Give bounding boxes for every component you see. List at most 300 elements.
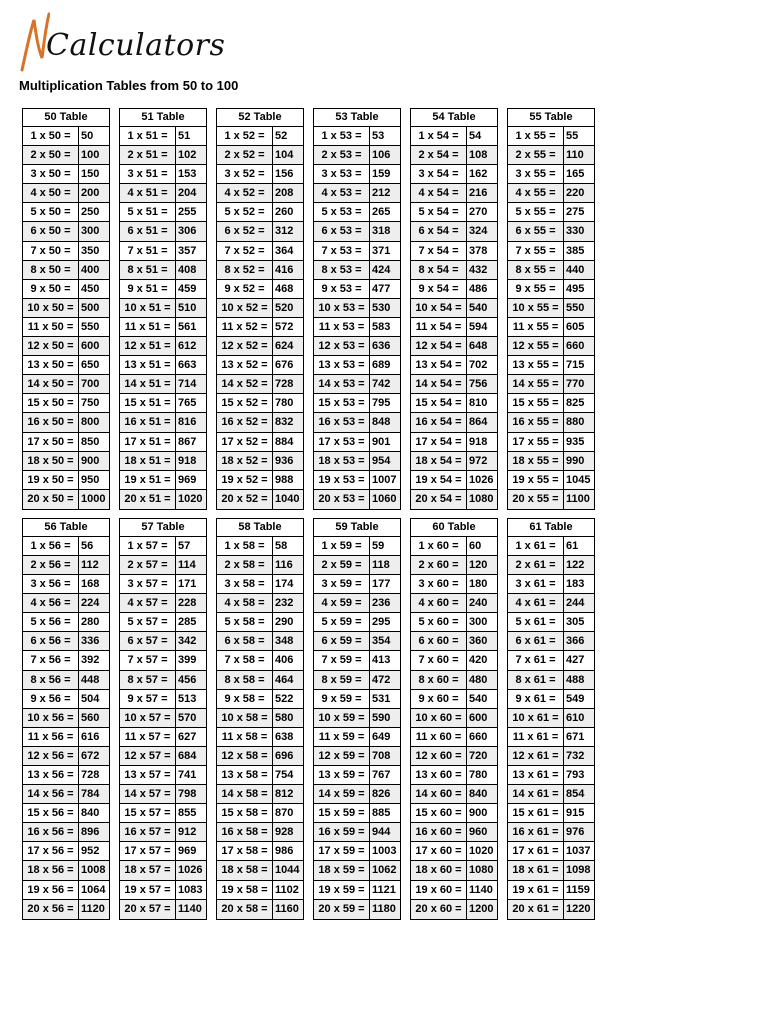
table-row (314, 452, 400, 471)
table-row (120, 127, 206, 146)
row-expression: 16 x 57 = (120, 823, 176, 841)
table-row (508, 242, 594, 261)
row-expression: 16 x 56 = (23, 823, 79, 841)
row-expression: 15 x 52 = (217, 394, 273, 412)
table-row (120, 842, 206, 861)
table-row (411, 651, 497, 670)
row-result: 1020 (469, 845, 494, 858)
row-result: 1220 (566, 902, 591, 915)
row-result: 795 (372, 397, 391, 410)
row-expression: 19 x 54 = (411, 471, 467, 489)
row-expression: 4 x 52 = (217, 184, 273, 202)
table-row (411, 203, 497, 222)
table-row (23, 165, 109, 184)
row-expression: 14 x 54 = (411, 375, 467, 393)
row-expression: 7 x 61 = (508, 651, 564, 669)
row-result: 1080 (469, 864, 494, 877)
row-expression: 14 x 59 = (314, 785, 370, 803)
table-row (314, 594, 400, 613)
row-result: 500 (81, 301, 100, 314)
table-row (508, 632, 594, 651)
row-expression: 14 x 52 = (217, 375, 273, 393)
table-row (120, 222, 206, 241)
row-result: 504 (81, 692, 100, 705)
row-result: 270 (469, 206, 488, 219)
table-row (217, 651, 303, 670)
row-result: 742 (372, 378, 391, 391)
table-row (23, 375, 109, 394)
row-result: 244 (566, 597, 585, 610)
row-result: 100 (81, 149, 100, 162)
row-result: 935 (566, 435, 585, 448)
row-result: 750 (81, 397, 100, 410)
row-result: 580 (275, 711, 294, 724)
row-result: 540 (469, 692, 488, 705)
table-row (120, 165, 206, 184)
row-result: 1045 (566, 473, 591, 486)
row-expression: 13 x 53 = (314, 356, 370, 374)
row-expression: 13 x 60 = (411, 766, 467, 784)
row-result: 318 (372, 225, 391, 238)
row-expression: 18 x 53 = (314, 452, 370, 470)
table-row (120, 594, 206, 613)
row-result: 220 (566, 187, 585, 200)
table-row (217, 242, 303, 261)
table-row (508, 690, 594, 709)
row-expression: 20 x 57 = (120, 900, 176, 919)
row-result: 1083 (178, 883, 203, 896)
table-row (217, 632, 303, 651)
row-expression: 2 x 59 = (314, 556, 370, 574)
row-expression: 3 x 56 = (23, 575, 79, 593)
row-result: 918 (178, 454, 197, 467)
row-expression: 7 x 51 = (120, 242, 176, 260)
table-row (217, 471, 303, 490)
multiplication-table (507, 518, 595, 920)
row-result: 59 (372, 539, 385, 552)
table-row (217, 337, 303, 356)
table-row (411, 823, 497, 842)
table-row (120, 900, 206, 919)
row-result: 236 (372, 597, 391, 610)
multiplication-table (119, 108, 207, 510)
row-expression: 17 x 61 = (508, 842, 564, 860)
table-row (314, 785, 400, 804)
table-row (411, 861, 497, 880)
table-row (314, 728, 400, 747)
table-row (411, 318, 497, 337)
table-row (217, 165, 303, 184)
row-result: 915 (566, 807, 585, 820)
row-expression: 18 x 58 = (217, 861, 273, 879)
table-row (120, 671, 206, 690)
row-result: 810 (469, 397, 488, 410)
table-row (314, 575, 400, 594)
row-expression: 16 x 55 = (508, 413, 564, 431)
table-row (120, 651, 206, 670)
table-title: 58 Table (217, 519, 303, 537)
row-result: 663 (178, 359, 197, 372)
row-expression: 1 x 60 = (411, 537, 467, 555)
row-expression: 10 x 58 = (217, 709, 273, 727)
table-row (23, 261, 109, 280)
row-result: 468 (275, 282, 294, 295)
row-result: 174 (275, 578, 294, 591)
table-row (411, 842, 497, 861)
table-row (411, 490, 497, 509)
table-row (23, 900, 109, 919)
table-row (120, 280, 206, 299)
table-row (314, 280, 400, 299)
row-expression: 12 x 50 = (23, 337, 79, 355)
row-result: 1037 (566, 845, 591, 858)
row-expression: 15 x 54 = (411, 394, 467, 412)
table-row (120, 575, 206, 594)
table-row (217, 537, 303, 556)
row-expression: 6 x 50 = (23, 222, 79, 240)
row-expression: 11 x 53 = (314, 318, 370, 336)
table-row (23, 632, 109, 651)
table-row (411, 337, 497, 356)
table-row (314, 804, 400, 823)
row-result: 840 (469, 788, 488, 801)
row-expression: 10 x 53 = (314, 299, 370, 317)
table-row (23, 613, 109, 632)
table-row (314, 318, 400, 337)
row-result: 560 (81, 711, 100, 724)
row-expression: 5 x 58 = (217, 613, 273, 631)
row-result: 357 (178, 244, 197, 257)
tables-row (22, 108, 602, 510)
table-row (508, 337, 594, 356)
row-expression: 4 x 53 = (314, 184, 370, 202)
row-result: 990 (566, 454, 585, 467)
row-expression: 19 x 53 = (314, 471, 370, 489)
row-expression: 9 x 55 = (508, 280, 564, 298)
row-result: 650 (81, 359, 100, 372)
table-row (120, 823, 206, 842)
table-row (120, 471, 206, 490)
table-row (120, 632, 206, 651)
row-result: 1040 (275, 492, 300, 505)
row-expression: 1 x 53 = (314, 127, 370, 145)
row-result: 260 (275, 206, 294, 219)
row-expression: 7 x 58 = (217, 651, 273, 669)
row-result: 114 (178, 558, 196, 571)
row-result: 728 (81, 769, 100, 781)
row-result: 488 (566, 673, 585, 686)
table-row (314, 394, 400, 413)
row-result: 1020 (178, 492, 203, 505)
row-expression: 8 x 60 = (411, 671, 467, 689)
row-result: 952 (81, 845, 100, 858)
row-expression: 3 x 57 = (120, 575, 176, 593)
row-expression: 8 x 58 = (217, 671, 273, 689)
row-result: 561 (178, 320, 197, 333)
row-result: 612 (178, 340, 197, 353)
row-expression: 18 x 61 = (508, 861, 564, 879)
row-result: 1121 (372, 883, 396, 896)
table-row (508, 280, 594, 299)
table-row (217, 261, 303, 280)
row-expression: 8 x 53 = (314, 261, 370, 279)
table-row (120, 242, 206, 261)
row-result: 371 (372, 244, 391, 257)
row-result: 754 (275, 769, 294, 781)
table-row (508, 127, 594, 146)
row-result: 708 (372, 749, 391, 762)
row-result: 120 (469, 558, 488, 571)
table-row (411, 165, 497, 184)
row-expression: 12 x 59 = (314, 747, 370, 765)
table-row (411, 537, 497, 556)
table-row (508, 556, 594, 575)
row-result: 540 (469, 301, 488, 314)
table-row (508, 709, 594, 728)
row-expression: 10 x 56 = (23, 709, 79, 727)
row-result: 53 (372, 130, 385, 142)
row-expression: 4 x 56 = (23, 594, 79, 612)
row-result: 854 (566, 788, 585, 801)
table-row (120, 433, 206, 452)
row-result: 208 (275, 187, 294, 200)
row-expression: 17 x 52 = (217, 433, 273, 451)
row-result: 427 (566, 654, 585, 667)
row-result: 400 (81, 263, 100, 276)
table-row (411, 804, 497, 823)
row-expression: 5 x 61 = (508, 613, 564, 631)
table-row (411, 394, 497, 413)
row-result: 594 (469, 320, 488, 333)
table-row (411, 728, 497, 747)
table-row (120, 785, 206, 804)
row-expression: 13 x 52 = (217, 356, 273, 374)
row-result: 399 (178, 654, 197, 667)
row-expression: 12 x 57 = (120, 747, 176, 765)
row-expression: 10 x 61 = (508, 709, 564, 727)
row-result: 1120 (81, 902, 105, 915)
table-row (314, 203, 400, 222)
row-result: 180 (469, 578, 488, 591)
row-expression: 6 x 61 = (508, 632, 564, 650)
row-result: 840 (81, 807, 100, 820)
row-expression: 12 x 54 = (411, 337, 467, 355)
row-expression: 6 x 57 = (120, 632, 176, 650)
table-row (314, 375, 400, 394)
row-result: 1060 (372, 492, 397, 505)
row-result: 348 (275, 635, 294, 648)
row-result: 1064 (81, 883, 106, 896)
row-result: 122 (566, 558, 585, 571)
table-row (217, 709, 303, 728)
row-expression: 17 x 53 = (314, 433, 370, 451)
row-expression: 4 x 58 = (217, 594, 273, 612)
row-expression: 17 x 50 = (23, 433, 79, 451)
table-row (508, 881, 594, 900)
row-result: 110 (566, 149, 584, 162)
table-title: 50 Table (23, 109, 109, 127)
row-expression: 12 x 53 = (314, 337, 370, 355)
row-expression: 1 x 51 = (120, 127, 176, 145)
table-row (508, 861, 594, 880)
row-expression: 6 x 60 = (411, 632, 467, 650)
row-expression: 2 x 51 = (120, 146, 176, 164)
table-row (120, 318, 206, 337)
row-result: 1098 (566, 864, 591, 877)
table-row (508, 842, 594, 861)
row-expression: 15 x 56 = (23, 804, 79, 822)
table-row (120, 766, 206, 785)
row-result: 354 (372, 635, 391, 648)
row-result: 1080 (469, 492, 494, 505)
table-row (314, 651, 400, 670)
row-result: 616 (81, 730, 100, 743)
row-result: 590 (372, 711, 391, 724)
row-expression: 18 x 52 = (217, 452, 273, 470)
table-row (23, 823, 109, 842)
row-result: 295 (372, 616, 391, 629)
table-row (411, 785, 497, 804)
table-row (508, 671, 594, 690)
row-expression: 6 x 54 = (411, 222, 467, 240)
row-expression: 8 x 59 = (314, 671, 370, 689)
table-row (23, 575, 109, 594)
table-row (508, 490, 594, 509)
multiplication-table (313, 108, 401, 510)
row-expression: 3 x 55 = (508, 165, 564, 183)
row-result: 864 (469, 416, 488, 429)
table-row (120, 747, 206, 766)
row-expression: 5 x 53 = (314, 203, 370, 221)
row-expression: 13 x 61 = (508, 766, 564, 784)
row-expression: 18 x 59 = (314, 861, 370, 879)
row-expression: 18 x 60 = (411, 861, 467, 879)
row-result: 360 (469, 635, 488, 648)
table-row (217, 280, 303, 299)
table-row (217, 375, 303, 394)
multiplication-table (216, 108, 304, 510)
row-expression: 4 x 59 = (314, 594, 370, 612)
row-expression: 8 x 61 = (508, 671, 564, 689)
row-expression: 7 x 57 = (120, 651, 176, 669)
table-title: 54 Table (411, 109, 497, 127)
table-row (217, 861, 303, 880)
table-row (23, 299, 109, 318)
row-expression: 12 x 56 = (23, 747, 79, 765)
row-result: 330 (566, 225, 585, 238)
table-title: 61 Table (508, 519, 594, 537)
table-row (120, 394, 206, 413)
row-result: 305 (566, 616, 585, 629)
table-row (120, 537, 206, 556)
row-result: 108 (469, 149, 488, 162)
row-result: 702 (469, 359, 488, 372)
row-result: 459 (178, 282, 197, 295)
row-result: 649 (372, 730, 391, 743)
row-result: 183 (566, 578, 585, 591)
row-expression: 15 x 60 = (411, 804, 467, 822)
row-result: 450 (81, 282, 100, 295)
row-result: 159 (372, 168, 391, 181)
table-row (23, 842, 109, 861)
table-row (314, 413, 400, 432)
row-result: 168 (81, 578, 100, 591)
table-row (411, 299, 497, 318)
row-expression: 11 x 60 = (411, 728, 467, 746)
table-row (23, 433, 109, 452)
table-row (508, 433, 594, 452)
page-title: Multiplication Tables from 50 to 100 (19, 78, 239, 93)
row-result: 848 (372, 416, 391, 429)
row-result: 850 (81, 435, 100, 448)
row-result: 715 (566, 359, 585, 372)
row-expression: 5 x 59 = (314, 613, 370, 631)
row-expression: 2 x 52 = (217, 146, 273, 164)
row-result: 216 (469, 187, 488, 200)
row-expression: 1 x 61 = (508, 537, 564, 555)
site-logo[interactable] (16, 12, 226, 72)
row-expression: 18 x 56 = (23, 861, 79, 879)
row-expression: 10 x 55 = (508, 299, 564, 317)
table-row (217, 394, 303, 413)
row-result: 52 (275, 130, 288, 142)
row-expression: 9 x 58 = (217, 690, 273, 708)
row-expression: 7 x 60 = (411, 651, 467, 669)
row-expression: 3 x 50 = (23, 165, 79, 183)
row-expression: 12 x 51 = (120, 337, 176, 355)
row-expression: 11 x 51 = (120, 318, 176, 336)
table-row (217, 556, 303, 575)
row-result: 1159 (566, 883, 590, 896)
row-expression: 2 x 54 = (411, 146, 467, 164)
table-row (508, 146, 594, 165)
table-row (23, 280, 109, 299)
row-result: 102 (178, 149, 197, 162)
row-expression: 8 x 57 = (120, 671, 176, 689)
table-row (120, 203, 206, 222)
row-expression: 5 x 56 = (23, 613, 79, 631)
row-expression: 1 x 57 = (120, 537, 176, 555)
row-result: 676 (275, 359, 294, 372)
row-result: 800 (81, 416, 100, 429)
row-expression: 3 x 52 = (217, 165, 273, 183)
row-expression: 6 x 56 = (23, 632, 79, 650)
multiplication-table (22, 518, 110, 920)
row-result: 550 (566, 301, 585, 314)
row-result: 1100 (566, 492, 590, 505)
row-result: 50 (81, 130, 94, 142)
row-result: 638 (275, 730, 294, 743)
row-result: 1026 (469, 473, 494, 486)
row-expression: 14 x 56 = (23, 785, 79, 803)
row-result: 912 (178, 826, 197, 839)
row-expression: 19 x 50 = (23, 471, 79, 489)
row-expression: 5 x 52 = (217, 203, 273, 221)
table-row (23, 471, 109, 490)
table-row (23, 356, 109, 375)
row-result: 885 (372, 807, 391, 820)
table-row (508, 471, 594, 490)
table-row (508, 165, 594, 184)
row-expression: 12 x 55 = (508, 337, 564, 355)
row-result: 627 (178, 730, 197, 743)
row-expression: 10 x 50 = (23, 299, 79, 317)
row-result: 1160 (275, 902, 299, 915)
row-result: 550 (81, 320, 100, 333)
row-result: 684 (178, 749, 197, 762)
row-expression: 9 x 60 = (411, 690, 467, 708)
row-expression: 20 x 51 = (120, 490, 176, 509)
